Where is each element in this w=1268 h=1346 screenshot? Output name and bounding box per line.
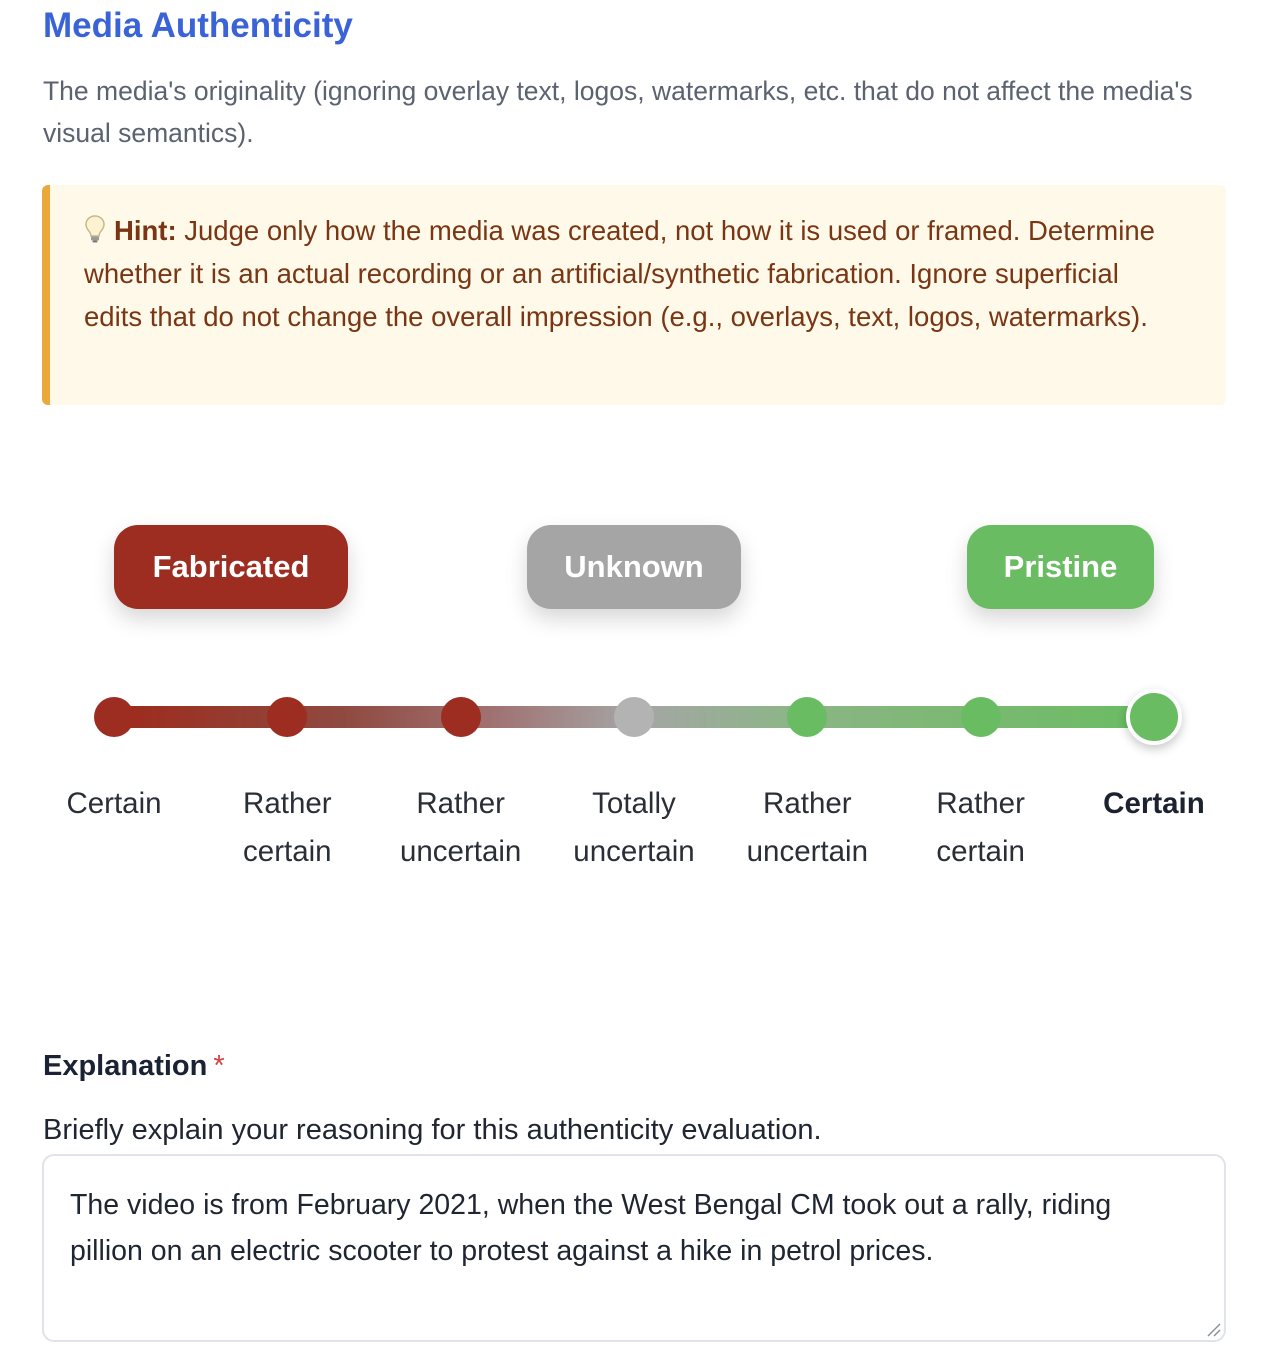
hint-box xyxy=(42,185,1226,405)
required-mark: * xyxy=(213,1050,225,1082)
lightbulb-icon xyxy=(84,214,106,244)
explanation-textarea[interactable] xyxy=(42,1154,1226,1342)
section-description: The media's originality (ignoring overlay text, logos, watermarks, etc. that do not affect the media's visual semantics). xyxy=(43,76,1193,148)
hint-text: Judge only how the media was created, not how it is used or framed. Determine whether it is an actual recording or an artificial/synthetic fabrication. Ignore superficial edits that do not change the overall impression (e.g., overlays, text, logos, watermarks). xyxy=(84,215,1155,332)
scale-label-pristine-certain[interactable]: Certain xyxy=(1103,787,1205,820)
scale-label-fabricated-rather-certain[interactable]: Rather certain xyxy=(243,787,332,868)
scale-label-pristine-rather-uncertain[interactable]: Rather uncertain xyxy=(746,787,868,868)
scale-label-fabricated-certain[interactable]: Certain xyxy=(66,787,162,820)
scale-point-pristine-certain[interactable] xyxy=(1126,689,1182,745)
scale-point-fabricated-certain[interactable] xyxy=(94,697,134,737)
scale-point-pristine-rather-uncertain[interactable] xyxy=(787,697,827,737)
scale-label-pristine-rather-certain[interactable]: Rather certain xyxy=(936,787,1025,868)
scale-label-fabricated-rather-uncertain[interactable]: Rather uncertain xyxy=(399,787,522,868)
explanation-heading: Explanation * xyxy=(43,1050,225,1082)
scale-label-totally-uncertain[interactable]: Totally uncertain xyxy=(573,787,695,868)
fabricated-button[interactable]: Fabricated xyxy=(114,525,348,609)
unknown-button[interactable]: Unknown xyxy=(527,525,741,609)
scale-point-fabricated-rather-certain[interactable] xyxy=(267,697,307,737)
explanation-description: Briefly explain your reasoning for this authenticity evaluation. xyxy=(43,1114,822,1146)
hint-label: Hint: xyxy=(114,215,177,246)
scale-point-totally-uncertain[interactable] xyxy=(614,697,654,737)
scale-point-pristine-rather-certain[interactable] xyxy=(961,697,1001,737)
section-title: Media Authenticity xyxy=(43,6,353,45)
resize-handle-icon[interactable] xyxy=(1205,1321,1221,1337)
pristine-button[interactable]: Pristine xyxy=(967,525,1154,609)
scale-point-fabricated-rather-uncertain[interactable] xyxy=(441,697,481,737)
